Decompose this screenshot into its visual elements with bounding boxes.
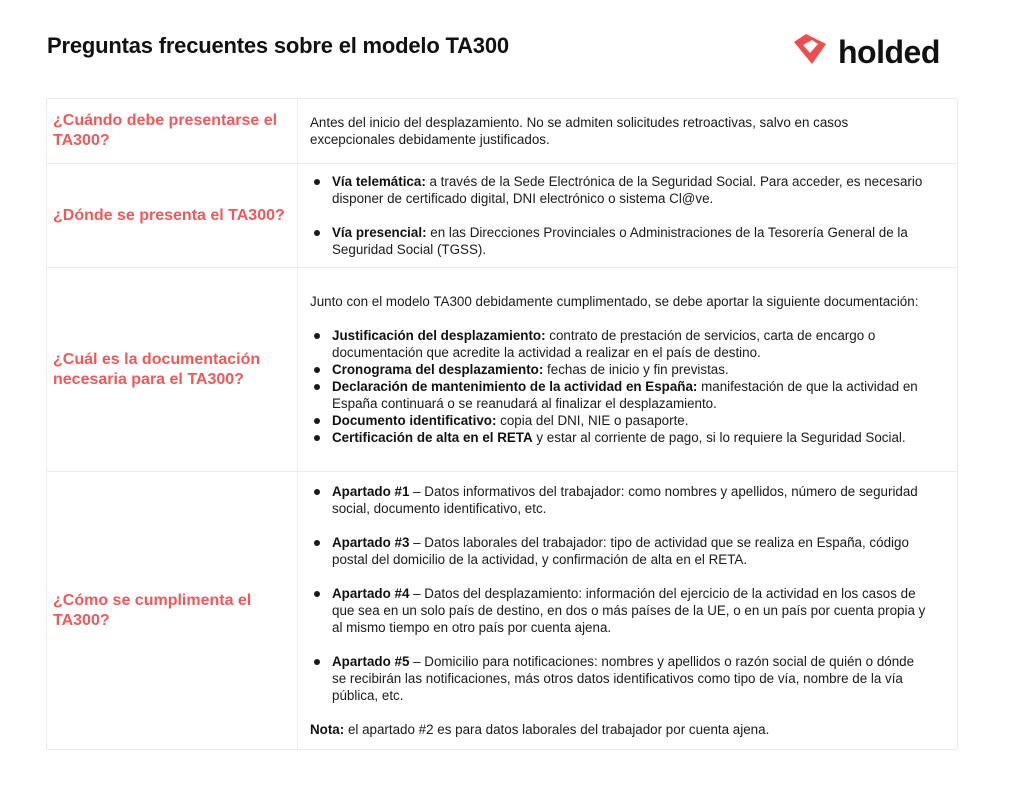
- answer-note: Nota: el apartado #2 es para datos laborales del trabajador por cuenta ajena.: [310, 722, 770, 737]
- bullet-list: [310, 483, 929, 704]
- list-item: Vía presencial: en las Direcciones Provinciales o Administraciones de la Tesorería General de la Seguridad Social (TGSS).: [310, 224, 929, 258]
- list-item: Apartado #3 – Datos laborales del trabajador: tipo de actividad que se realiza en España, código postal del domicilio de la actividad, y confirmación de alta en el RETA.: [310, 534, 929, 568]
- list-item: Justificación del desplazamiento: contrato de prestación de servicios, carta de encargo o documentación que acredite la actividad a realizar en el país de destino.: [310, 327, 929, 361]
- faq-answer: [298, 472, 958, 750]
- faq-row: [47, 99, 958, 164]
- list-item: Vía telemática: a través de la Sede Electrónica de la Seguridad Social. Para acceder, es necesario disponer de certificado digital, DNI electrónico o sistema Cl@ve.: [310, 173, 929, 207]
- answer-intro: Junto con el modelo TA300 debidamente cumplimentado, se debe aportar la siguiente documentación:: [310, 294, 919, 309]
- faq-question: ¿Cuándo debe presentarse el TA300?: [47, 99, 298, 164]
- faq-row: [47, 164, 958, 268]
- list-item: Apartado #4 – Datos del desplazamiento: información del ejercicio de la actividad en los casos de que sea en un solo país de destino, en dos o más países de la UE, o en un país por cuenta propia y al mismo tiempo en otro país por cuenta ajena.: [310, 585, 929, 636]
- holded-mark-icon: [790, 30, 830, 73]
- faq-row: [47, 472, 958, 750]
- list-item: Cronograma del desplazamiento: fechas de inicio y fin previstas.: [310, 361, 929, 378]
- faq-table: [46, 98, 958, 750]
- faq-question: ¿Cómo se cumplimenta el TA300?: [47, 472, 298, 750]
- bullet-list: [310, 327, 929, 446]
- list-item: Apartado #1 – Datos informativos del trabajador: como nombres y apellidos, número de seguridad social, documento identificativo, etc.: [310, 483, 929, 517]
- list-item: Apartado #5 – Domicilio para notificaciones: nombres y apellidos o razón social de quién o dónde se recibirán las notificaciones, más otros datos identificativos como tipo de vía, nombre de la vía pública, etc.: [310, 653, 929, 704]
- bullet-list: [310, 173, 929, 258]
- list-item: Certificación de alta en el RETA y estar al corriente de pago, si lo requiere la Seguridad Social.: [310, 429, 929, 446]
- faq-question: ¿Dónde se presenta el TA300?: [47, 164, 298, 268]
- list-item: Declaración de mantenimiento de la actividad en España: manifestación de que la actividad en España continuará o se reanudará al finalizar el desplazamiento.: [310, 378, 929, 412]
- faq-answer: [298, 268, 958, 472]
- faq-answer: [298, 164, 958, 268]
- answer-text: Antes del inicio del desplazamiento. No se admiten solicitudes retroactivas, salvo en casos excepcionales debidamente justificados.: [310, 115, 849, 147]
- logo-wordmark: holded: [838, 33, 940, 70]
- list-item: Documento identificativo: copia del DNI, NIE o pasaporte.: [310, 412, 929, 429]
- faq-answer: [298, 99, 958, 164]
- faq-question: ¿Cuál es la documentación necesaria para el TA300?: [47, 268, 298, 472]
- holded-logo: [790, 30, 940, 73]
- page-title: Preguntas frecuentes sobre el modelo TA300: [47, 33, 509, 58]
- faq-row: [47, 268, 958, 472]
